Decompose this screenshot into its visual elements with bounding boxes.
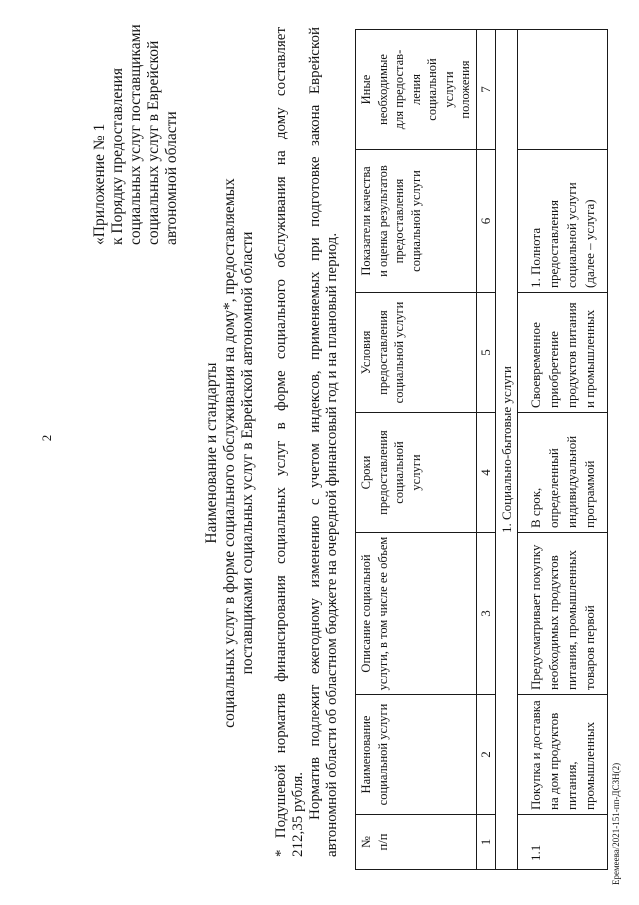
table-cell-number: 1.1 xyxy=(518,815,608,870)
header-cell-conditions: Условия предоставления социальной услуги xyxy=(356,293,477,413)
header-cell-quality-indicators: Показатели качества и оценка результатов предоставления социальной услуги xyxy=(356,150,477,293)
header-cell-number: № п/п xyxy=(356,815,477,870)
table-row xyxy=(518,30,608,870)
header-cell-description: Описание социальной услуги, в том числе ее объем xyxy=(356,533,477,695)
note-line: Норматив подлежит ежегодному изменению с учетом индексов, применяемых при подготовке закона Еврейской xyxy=(307,27,323,820)
header-cell-service-name: Наименование социальной услуги xyxy=(356,695,477,815)
column-number: 5 xyxy=(477,293,496,413)
title-line: поставщиками социальных услуг в Еврейской автономной области xyxy=(239,231,256,675)
column-number: 7 xyxy=(477,30,496,150)
column-number: 2 xyxy=(477,695,496,815)
title-line: социальных услуг в форме социального обслуживания на дому*, предоставляемых xyxy=(221,178,238,728)
column-number: 1 xyxy=(477,815,496,870)
standards-table xyxy=(355,29,608,870)
document-code-footer: Еремеева/2021-151-пп-ДСЗН(2) xyxy=(611,762,621,885)
table-cell-quality-indicators: 1. Полнота предоставления социальной услуги (далее – услуга) xyxy=(518,150,608,293)
table-cell-terms: В срок, определенный индивидуальной программой xyxy=(518,413,608,533)
table-cell-description: Предусматривает покупку необходимых продуктов питания, промышленных товаров первой xyxy=(518,533,608,695)
table-header-row xyxy=(356,30,477,870)
footnote-line: 212,35 рубля. xyxy=(290,772,306,857)
column-number-row xyxy=(477,30,496,870)
column-number: 3 xyxy=(477,533,496,695)
column-number: 4 xyxy=(477,413,496,533)
column-number: 6 xyxy=(477,150,496,293)
table-cell-service-name: Покупка и доставка на дом продуктов питания, промышленных xyxy=(518,695,608,815)
table-cell-other-provisions xyxy=(518,30,608,150)
section-title: 1. Социально-бытовые услуги xyxy=(496,30,518,870)
page-number: 2 xyxy=(39,434,54,442)
table-cell-conditions: Своевременное приобретение продуктов питания и промышленных xyxy=(518,293,608,413)
title-line: Наименование и стандарты xyxy=(203,362,220,544)
appendix-reference: «Приложение № 1 к Порядку предоставления социальных услуг поставщиками социальных услуг в Еврейской автономной области xyxy=(91,24,180,245)
footnote-line: * Подушевой норматив финансирования социальных услуг в форме социального обслуживания на дому составляет xyxy=(273,27,289,857)
note-line: автономной области об областном бюджете на очередной финансовый год и на плановый период. xyxy=(324,232,340,857)
header-cell-other-provisions: Иные необходимые для предостав- ления социальной услуги положения xyxy=(356,30,477,150)
document-title xyxy=(203,53,257,853)
section-row xyxy=(496,30,518,870)
header-cell-terms: Сроки предоставления социальной услуги xyxy=(356,413,477,533)
